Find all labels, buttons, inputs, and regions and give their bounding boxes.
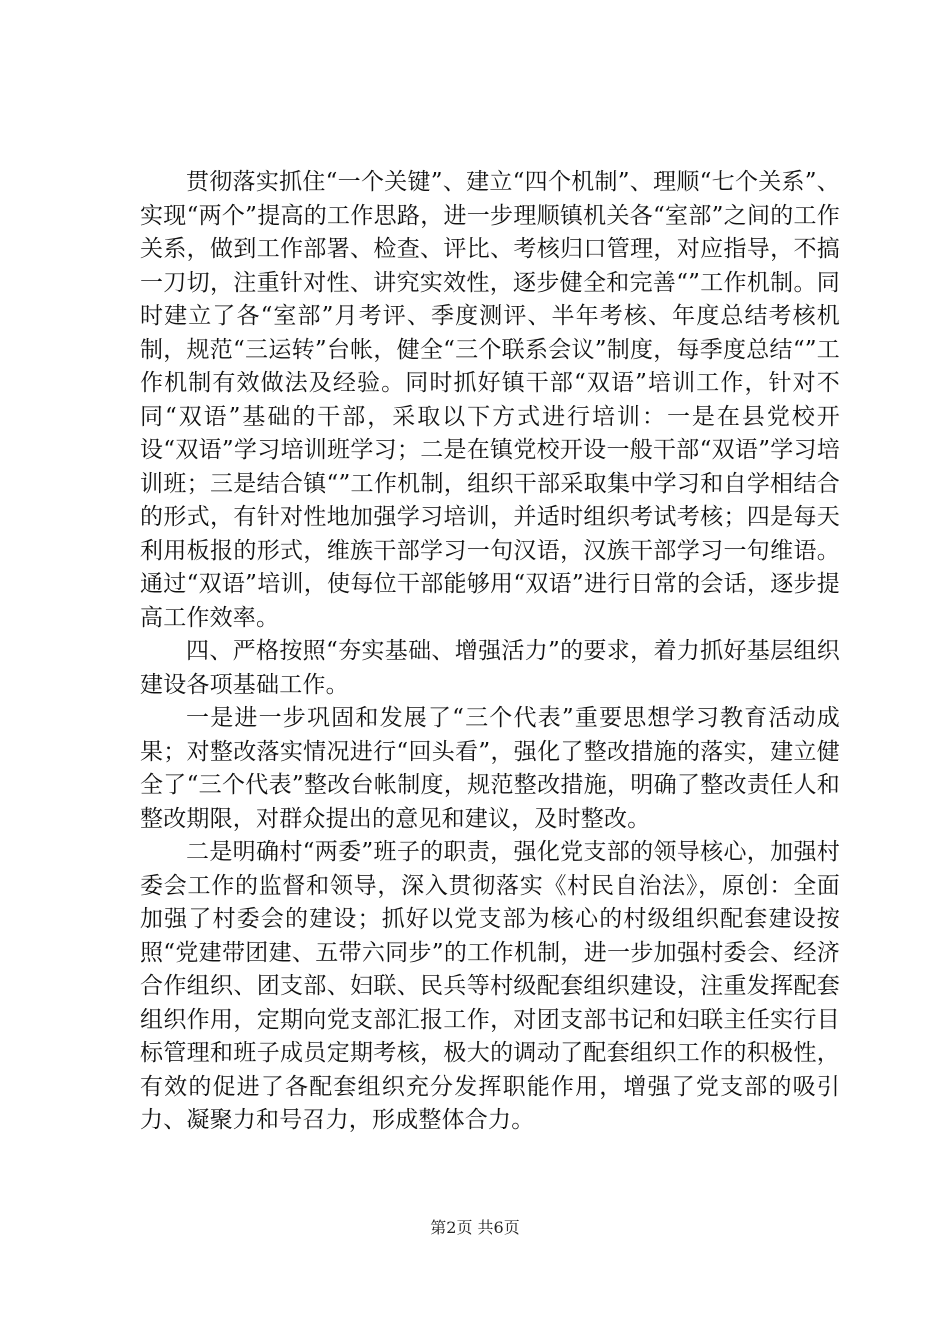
paragraph-work-mechanism: 贯彻落实抓住“一个关键”、建立“四个机制”、理顺“七个关系”、实现“两个”提高的工作思路，进一步理顺镇机关各“室部”之间的工作关系，做到工作部署、检查、评比、考核归口管理，对应指导，不搞一刀切，注重针对性、讲究实效性，逐步健全和完善“”工作机制。同时建立了各“室部”月考评、季度测评、半年考核、年度总结考核机制，规范“三运转”台帐，健全“三个联系会议”制度，每季度总结“”工作机制有效做法及经验。同时抓好镇干部“双语”培训工作，针对不同“双语”基础的干部，采取以下方式进行培训：一是在县党校开设“双语”学习培训班学习；二是在镇党校开设一般干部“双语”学习培训班；三是结合镇“”工作机制，组织干部采取集中学习和自学相结合的形式，有针对性地加强学习培训，并适时组织考试考核；四是每天利用板报的形式，维族干部学习一句汉语，汉族干部学习一句维语。通过“双语”培训，使每位干部能够用“双语”进行日常的会话，逐步提高工作效率。 [140, 169, 840, 631]
page-number-footer: 第2页 共6页 [430, 1218, 520, 1237]
paragraph-item-two: 二是明确村“两委”班子的职责，强化党支部的领导核心，加强村委会工作的监督和领导，深入贯彻落实《村民自治法》，原创：全面加强了村委会的建设；抓好以党支部为核心的村级组织配套建设按照“党建带团建、五带六同步”的工作机制，进一步加强村委会、经济合作组织、团支部、妇联、民兵等村级配套组织建设，注重发挥配套组织作用，定期向党支部汇报工作，对团支部书记和妇联主任实行目标管理和班子成员定期考核，极大的调动了配套组织工作的积极性，有效的促进了各配套组织充分发挥职能作用，增强了党支部的吸引力、凝聚力和号召力，形成整体合力。 [140, 839, 840, 1133]
paragraph-item-one: 一是进一步巩固和发展了“三个代表”重要思想学习教育活动成果；对整改落实情况进行“回头看”，强化了整改措施的落实，建立健全了“三个代表”整改台帐制度，规范整改措施，明确了整改责任人和整改期限，对群众提出的意见和建议，及时整改。 [140, 705, 840, 832]
document-body [140, 166, 840, 1138]
paragraph-section-four-heading: 四、严格按照“夯实基础、增强活力”的要求，着力抓好基层组织建设各项基础工作。 [140, 638, 840, 698]
